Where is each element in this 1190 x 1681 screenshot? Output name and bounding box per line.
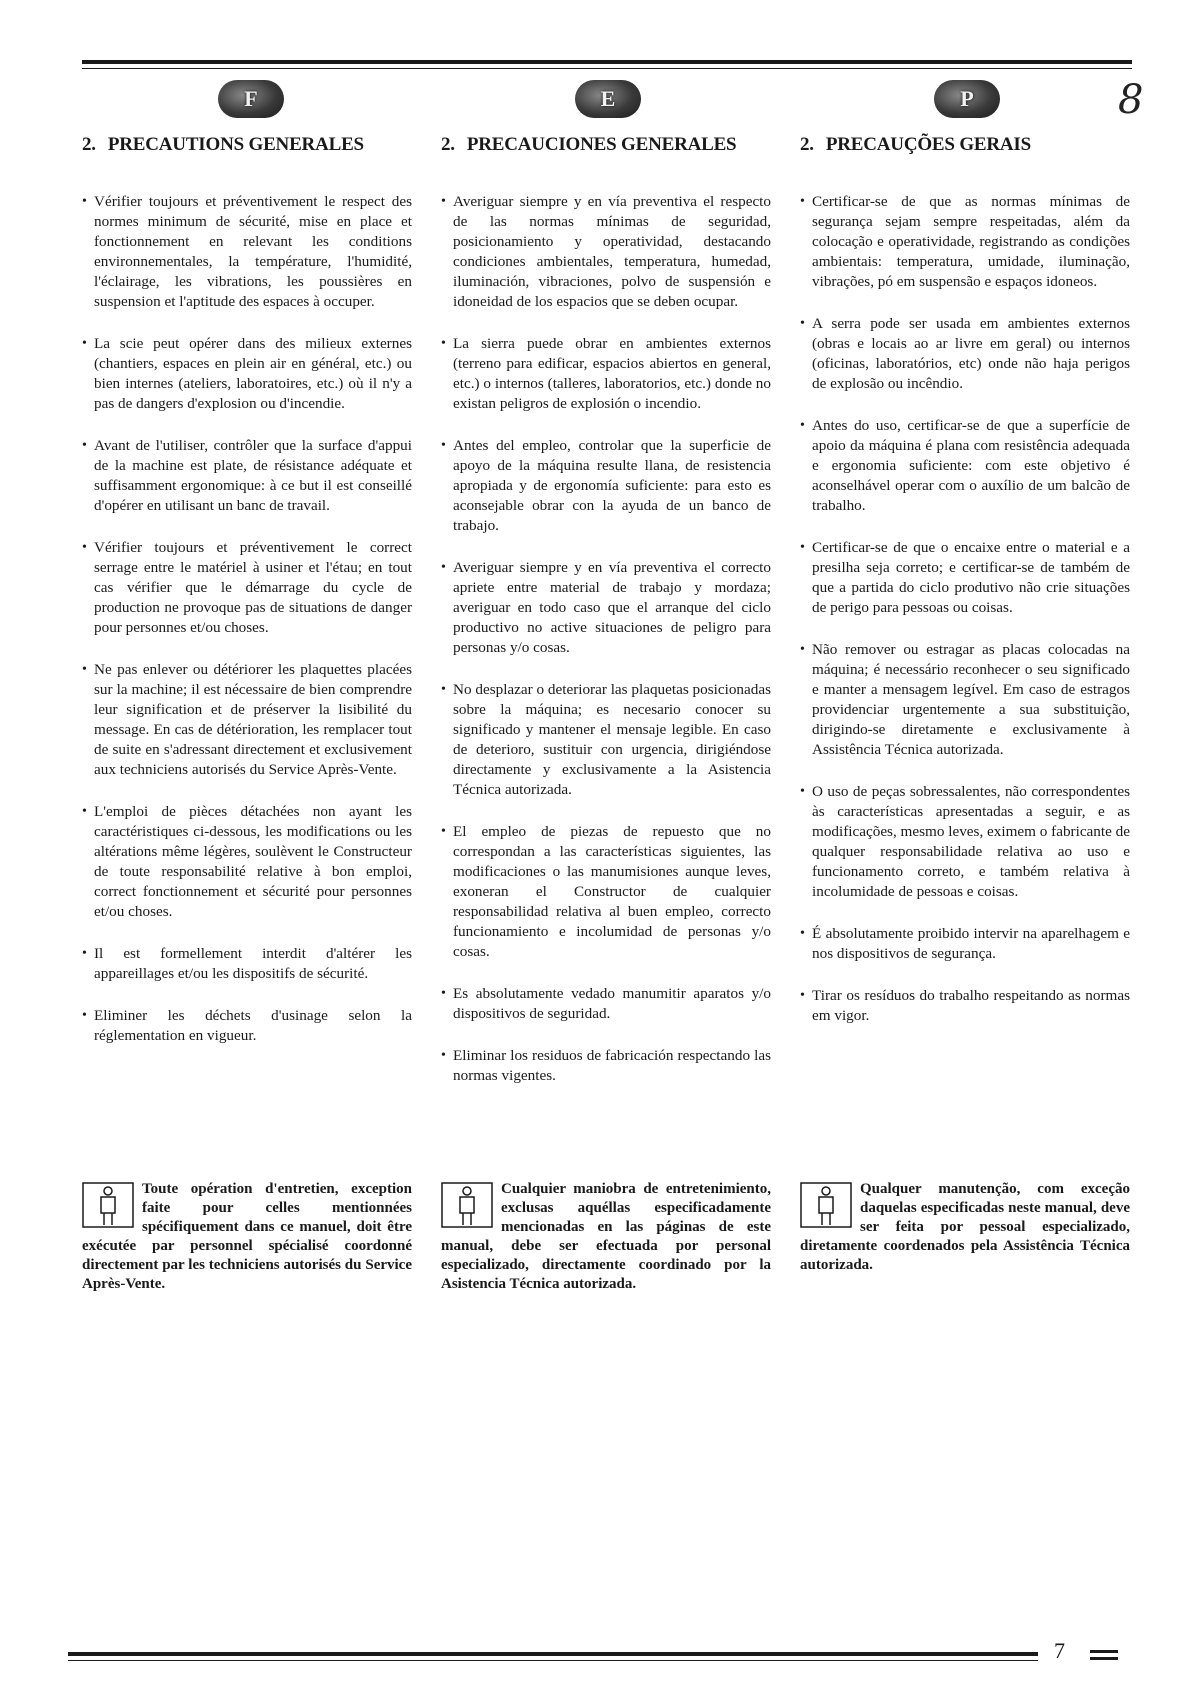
section-title: PRECAUTIONS GENERALES [107, 134, 364, 155]
bullet-icon: • [800, 988, 805, 1003]
list-item: • Averiguar siempre y en vía preventiva el correcto apriete entre material de trabajo y mordaza; averiguar en todo caso que el arranque del ciclo productivo no active situaciones de peligro para personas y/o cosas. [441, 559, 771, 656]
section-number: 2. [800, 134, 814, 155]
list-item: • Tirar os resíduos do trabalho respeitando as normas em vigor. [800, 987, 1130, 1024]
list-item: • Es absolutamente vedado manumitir aparatos y/o dispositivos de seguridad. [441, 985, 771, 1022]
technician-icon [800, 1182, 852, 1228]
handwritten-page-mark: 8 [1118, 77, 1144, 123]
language-badge-portuguese: P [934, 80, 1000, 118]
bottom-rule-thin [68, 1660, 1038, 1661]
bullet-icon: • [82, 540, 87, 555]
list-item: • El empleo de piezas de repuesto que no correspondan a las características siguientes, las modificaciones o las manumisiones aunque leves, exoneran el Constructor de cualquier responsabilidad relativa al buen empleo, correcto funcionamiento e incolumidad de personas y/o cosas. [441, 823, 771, 960]
bullet-icon: • [82, 336, 87, 351]
precautions-list-spanish [441, 192, 771, 1086]
bullet-icon: • [800, 540, 805, 555]
list-item: • Certificar-se de que as normas mínimas de segurança sejam sempre respeitadas, além da colocação e operatividade, registrando as condições ambientais: temperatura, umidade, iluminação, vibrações, pó em suspensão e espaços idoneos. [800, 193, 1130, 290]
column-spanish [441, 78, 771, 1108]
bullet-icon: • [82, 804, 87, 819]
list-item: • Il est formellement interdit d'altérer les appareillages et/ou les dispositifs de sécurité. [82, 945, 412, 982]
section-number: 2. [82, 134, 96, 155]
bullet-icon: • [800, 642, 805, 657]
bullet-icon: • [441, 986, 446, 1001]
section-heading-spanish [441, 134, 771, 156]
bullet-icon: • [441, 560, 446, 575]
list-item: • L'emploi de pièces détachées non ayant les caractéristiques ci-dessous, les modifications ou les altérations même légères, soulèvent le Constructeur de toute responsabilité relative à bon emploi, correct fonctionnement et sécurité pour personnes et/ou choses. [82, 803, 412, 920]
precautions-list-portuguese [800, 192, 1130, 1026]
list-item: • Antes del empleo, controlar que la superficie de apoyo de la máquina resulte llana, de resistencia apropiada y de ergonomía suficiente: para esto es aconsejable obrar con la ayuda de un banco de trabajo. [441, 437, 771, 534]
section-title: PRECAUCIONES GENERALES [466, 134, 737, 155]
section-heading-portuguese [800, 134, 1130, 156]
section-title: PRECAUÇÕES GERAIS [825, 134, 1031, 155]
bullet-icon: • [441, 1048, 446, 1063]
maintenance-note-portuguese [800, 1180, 1130, 1275]
maintenance-note-french [82, 1180, 412, 1294]
page-number: 7 [1054, 1638, 1065, 1663]
list-item: • Antes do uso, certificar-se de que a superfície de apoio da máquina é plana com resistência adequada e ergonomia suficiente: com este objetivo é aconselhável operar com o auxílio de um balcão de trabalho. [800, 417, 1130, 514]
bullet-icon: • [441, 824, 446, 839]
bullet-icon: • [441, 194, 446, 209]
bullet-icon: • [800, 194, 805, 209]
list-item: • Não remover ou estragar as placas colocadas na máquina; é necessário reconhecer o seu significado e manter a mensagem legível. Em caso de estragos providenciar urgentemente a sua substituição, dirigindo-se diretamente e exclusivamente à Assistência Técnica autorizada. [800, 641, 1130, 758]
note-text: Qualquer manutenção, com exceção daquelas especificadas neste manual, deve ser feita por pessoal especializado, diretamente coordenados pela Assistência Técnica autorizada. [800, 1181, 1130, 1273]
list-item: • O uso de peças sobressalentes, não correspondentes às características apresentadas a seguir, e as modificações, mesmo leves, eximem o fabricante de qualquer responsabilidade relativa ao uso e funcionamento correto, e também relativa à incolumidade de pessoas e coisas. [800, 783, 1130, 900]
bullet-icon: • [800, 784, 805, 799]
list-item: • La sierra puede obrar en ambientes externos (terreno para edificar, espacios abiertos en general, etc.) o internos (talleres, laboratorios, etc.) donde no existan peligros de explosión o incendio. [441, 335, 771, 412]
bullet-icon: • [82, 662, 87, 677]
maintenance-note-spanish [441, 1180, 771, 1294]
note-text: Cualquier maniobra de entretenimiento, exclusas aquéllas especificadamente mencionadas en las páginas de este manual, debe ser efectuada por personal especializado, directamente coordinado por la Asistencia Técnica autorizada. [441, 1181, 771, 1292]
bullet-icon: • [800, 926, 805, 941]
list-item: • Eliminar los residuos de fabricación respectando las normas vigentes. [441, 1047, 771, 1084]
technician-icon [441, 1182, 493, 1228]
list-item: • Avant de l'utiliser, contrôler que la surface d'appui de la machine est plate, de résistance adéquate et suffisamment ergonomique: à ce but il est conseillé d'opérer en utilisant un banc de travail. [82, 437, 412, 514]
list-item: • Vérifier toujours et préventivement le correct serrage entre le matériel à usiner et l'étau; en tout cas vérifier que le démarrage du cycle de production ne provoque pas de situations de danger pour personnes et/ou choses. [82, 539, 412, 636]
list-item: • Eliminer les déchets d'usinage selon la réglementation en vigueur. [82, 1007, 412, 1044]
list-item: • Certificar-se de que o encaixe entre o material e a presilha seja correto; e certificar-se de também de que a partida do ciclo produtivo não crie situações de perigo para pessoas ou coisas. [800, 539, 1130, 616]
section-heading-french [82, 134, 412, 156]
note-text: Toute opération d'entretien, exception faite pour celles mentionnées spécifiquement dans ce manuel, doit être exécutée par personnel spécialisé coordonné directement par les techniciens autorisés du Service Après-Vente. [82, 1181, 412, 1292]
bullet-icon: • [441, 438, 446, 453]
language-badge-spanish: E [575, 80, 641, 118]
bullet-icon: • [800, 316, 805, 331]
bullet-icon: • [441, 682, 446, 697]
list-item: • No desplazar o deteriorar las plaquetas posicionadas sobre la máquina; es necesario conocer su significado y mantener el mensaje legible. En caso de deterioro, sustituir con urgencia, dirigiéndose directamente y exclusivamente a la Asistencia Técnica autorizada. [441, 681, 771, 798]
bullet-icon: • [82, 438, 87, 453]
list-item: • Ne pas enlever ou détériorer les plaquettes placées sur la machine; il est nécessaire de bien comprendre leur signification et de préserver la lisibilité du message. En cas de détérioration, les remplacer tout de suite en s'adressant directement et exclusivement aux techniciens autorisés du Service Après-Vente. [82, 661, 412, 778]
bullet-icon: • [441, 336, 446, 351]
top-rule-thin [82, 68, 1132, 69]
footer-end-mark [1090, 1650, 1118, 1664]
bullet-icon: • [82, 946, 87, 961]
section-number: 2. [441, 134, 455, 155]
technician-icon [82, 1182, 134, 1228]
top-rule [82, 60, 1132, 64]
language-badge-french: F [218, 80, 284, 118]
list-item: • A serra pode ser usada em ambientes externos (obras e locais ao ar livre em geral) ou internos (oficinas, laboratórios, etc) onde não haja perigos de explosão ou incêndio. [800, 315, 1130, 392]
bottom-rule [68, 1652, 1038, 1656]
list-item: • Vérifier toujours et préventivement le respect des normes minimum de sécurité, mise en place et fonctionnement en relevant les conditions environnementales, la température, l'humidité, l'éclairage, les vibrations, les poussières en suspension et l'aptitude des espaces à occuper. [82, 193, 412, 310]
list-item: • Averiguar siempre y en vía preventiva el respecto de las normas mínimas de seguridad, posicionamiento y operatividad, destacando condiciones ambientales, temperatura, humedad, iluminación, vibraciones, polvo de suspensión e idoneidad de los espacios que se deben ocupar. [441, 193, 771, 310]
bullet-icon: • [82, 194, 87, 209]
bullet-icon: • [800, 418, 805, 433]
column-portuguese [800, 78, 1130, 1048]
column-french [82, 78, 412, 1068]
precautions-list-french [82, 192, 412, 1046]
list-item: • La scie peut opérer dans des milieux externes (chantiers, espaces en plein air en général, etc.) ou bien internes (ateliers, laboratoires, etc.) où il n'y a pas de dangers d'explosion ou d'incendie. [82, 335, 412, 412]
list-item: • É absolutamente proibido intervir na aparelhagem e nos dispositivos de segurança. [800, 925, 1130, 962]
bullet-icon: • [82, 1008, 87, 1023]
